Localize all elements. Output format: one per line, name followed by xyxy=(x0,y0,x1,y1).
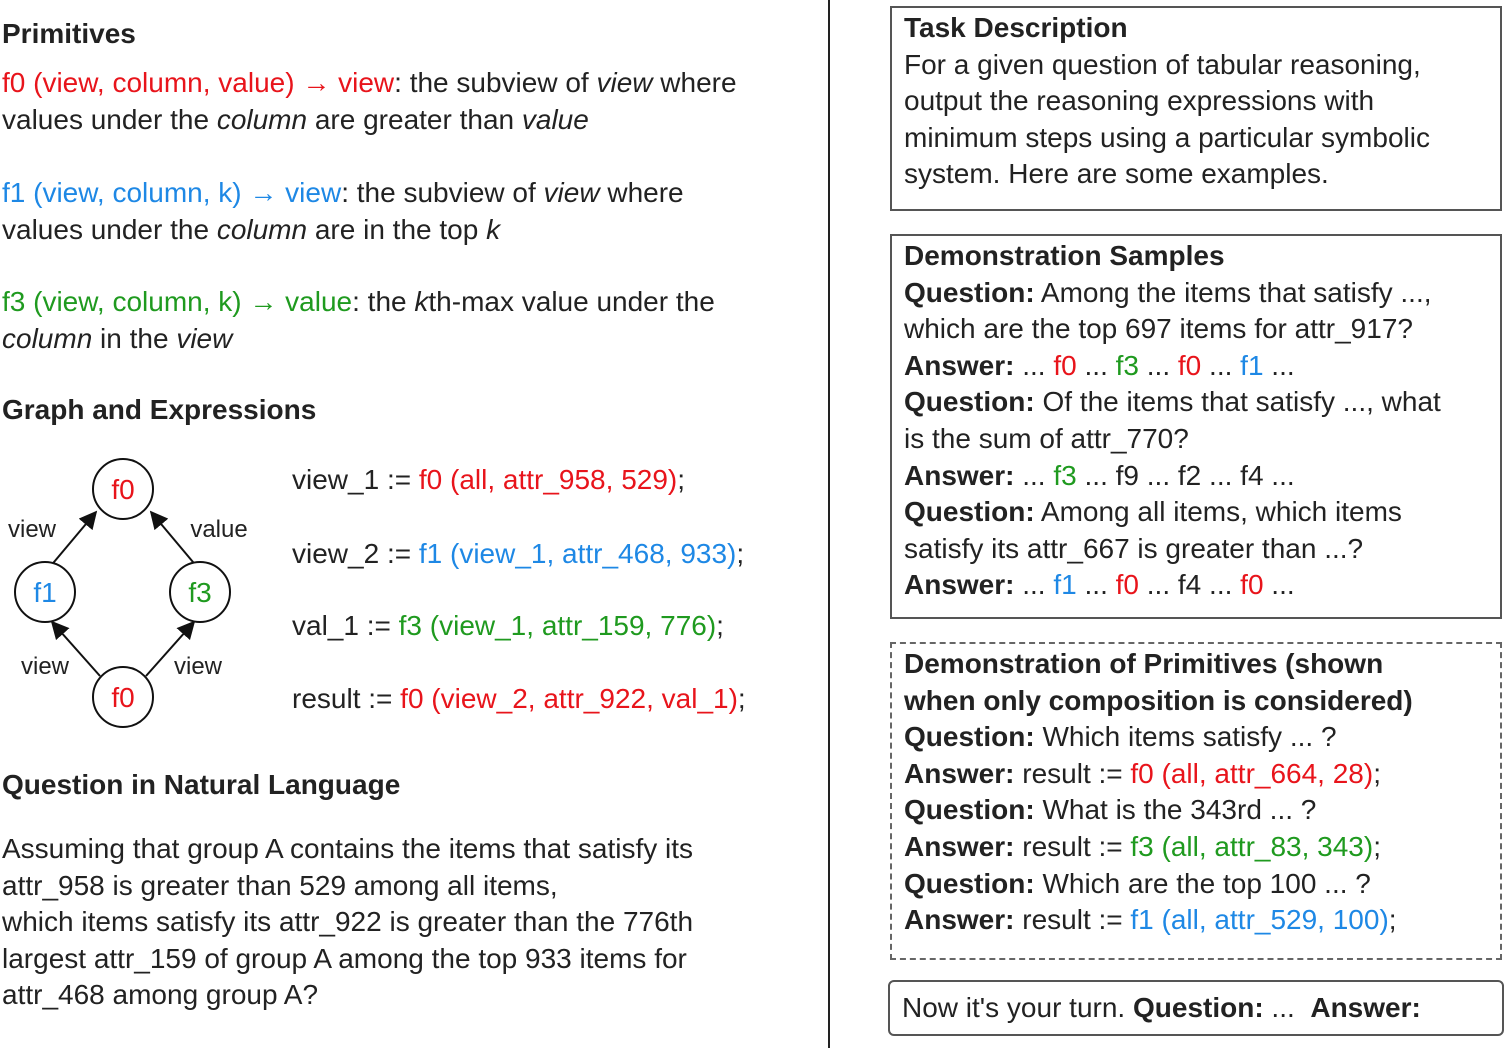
demo-answer-3: Answer: ... f1 ... f0 ... f4 ... f0 ... xyxy=(904,569,1295,601)
node-right-label: f3 xyxy=(188,577,212,608)
prim-demo-answer-2: Answer: result := f3 (all, attr_83, 343); xyxy=(904,830,1381,862)
question-nl-text: Assuming that group A contains the items that satisfy its attr_958 is greater than 529 among all items, which items satisfy its attr_922 is greater than the 776th largest attr_159 of group A among the top 933 items for attr_468 among group A? xyxy=(2,833,694,1010)
question-nl-heading: Question in Natural Language xyxy=(2,769,401,800)
edge-label-top-left: view xyxy=(7,516,57,543)
demo-answer-2: Answer: ... f3 ... f9 ... f2 ... f4 ... xyxy=(904,459,1295,491)
primitive-demonstration-box: Demonstration of Primitives (shown when only composition is considered) Question: Which items satisfy ... ? Answer: result := f0 (all, attr_664, 28); Question: What is the 343rd ... ? Answer: result := f3 (all, attr_83, 343); Question: Which are the top 100 ... ? Answer: result := f1 (all, attr_529, 100); xyxy=(890,642,1502,960)
node-bottom-label: f0 xyxy=(111,682,135,713)
demo-answer-1: Answer: ... f0 ... f3 ... f0 ... f1 ... xyxy=(904,349,1295,381)
demo-title: Demonstration Samples xyxy=(904,240,1225,271)
graph-heading: Graph and Expressions xyxy=(2,394,317,425)
primitives-heading: Primitives xyxy=(2,18,136,49)
edge-f1-to-f0 xyxy=(49,512,96,568)
task-description-box: Task Description For a given question of tabular reasoning, output the reasoning expressions with minimum steps using a particular symbolic system. Here are some examples. xyxy=(890,6,1502,211)
prim-demo-title-1: Demonstration of Primitives (shown xyxy=(904,648,1384,679)
primitive-f3: f3 (view, column, k) → value: the kth-max value under the column in the view xyxy=(2,286,715,354)
prim-demo-answer-3: Answer: result := f1 (all, attr_529, 100); xyxy=(904,904,1397,936)
prim-demo-answer-1: Answer: result := f0 (all, attr_664, 28); xyxy=(904,757,1381,789)
column-divider xyxy=(828,0,830,1048)
expression-view-1: view_1 := f0 (all, attr_958, 529); xyxy=(292,464,686,495)
expression-graph xyxy=(0,440,280,740)
your-turn-box: Now it's your turn. Question: ... Answer: xyxy=(888,980,1504,1036)
f3-signature: f3 (view, column, k) → value xyxy=(2,286,353,317)
primitive-f0: f0 (view, column, value) → view: the subview of view where values under the column are greater than value xyxy=(2,67,737,135)
f1-signature: f1 (view, column, k) → view xyxy=(2,177,342,208)
expression-val-1: val_1 := f3 (view_1, attr_159, 776); xyxy=(292,610,724,641)
demonstration-samples-box: Demonstration Samples Question: Among the items that satisfy ..., which are the top 697 items for attr_917? Answer: ... f0 ... f3 ... f0 ... f1 ... Question: Of the items that satisfy ..., what is the sum of attr_770? Answer: ... f3 ... f9 ... f2 ... f4 ... Question: Among all items, which items satisfy its attr_667 is greater than ...? Answer: ... f1 ... f0 ... f4 ... f0 ... xyxy=(890,234,1502,619)
node-left-label: f1 xyxy=(33,577,57,608)
prim-demo-title-2: when only composition is considered) xyxy=(904,684,1413,716)
expression-view-2: view_2 := f1 (view_1, attr_468, 933); xyxy=(292,538,745,569)
f0-signature: f0 (view, column, value) → view xyxy=(2,67,395,98)
node-top-label: f0 xyxy=(111,474,135,505)
task-title: Task Description xyxy=(904,12,1128,43)
primitive-f1: f1 (view, column, k) → view: the subview of view where values under the column are in the top k xyxy=(2,177,684,245)
edge-label-bottom-right: view xyxy=(173,653,223,680)
expression-result: result := f0 (view_2, attr_922, val_1); xyxy=(292,683,746,714)
edge-label-top-right: value xyxy=(190,516,248,543)
edge-label-bottom-left: view xyxy=(20,653,70,680)
